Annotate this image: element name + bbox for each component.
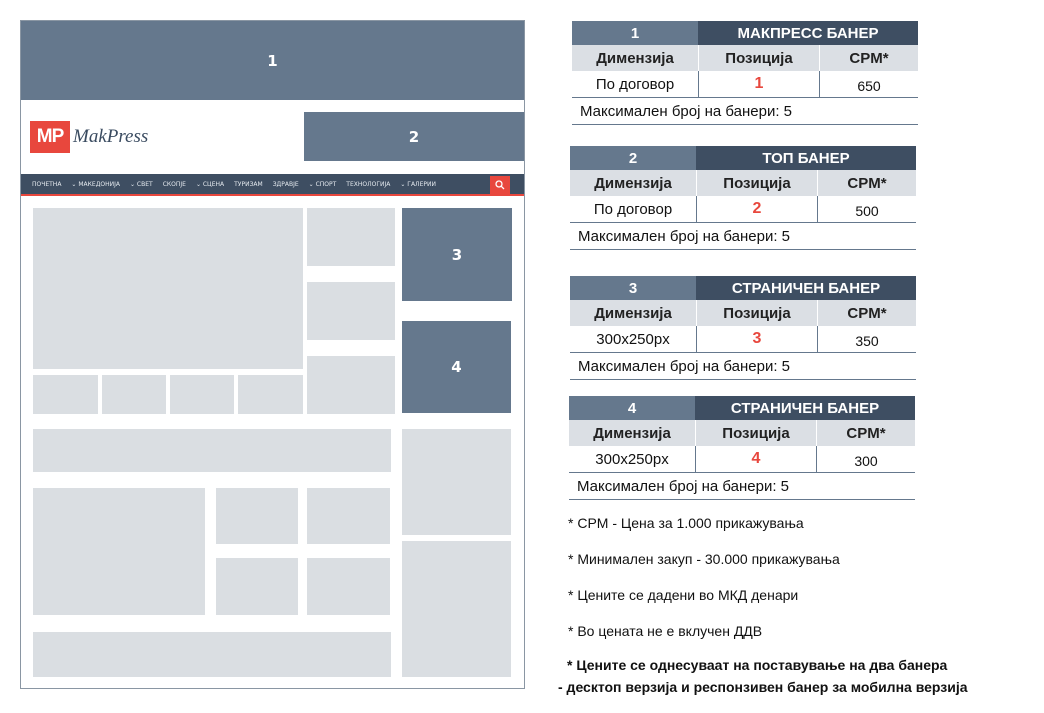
cell-dimension: 300x250px xyxy=(596,330,670,348)
content-placeholder xyxy=(402,541,511,677)
content-placeholder xyxy=(307,282,395,340)
table-number: 3 xyxy=(570,276,696,300)
note-minimum: * Минимален закуп - 30.000 прикажувања xyxy=(568,551,840,567)
col-header-cpm: CPM* xyxy=(817,170,916,196)
banner-slot-4 xyxy=(402,321,511,413)
table-title: СТРАНИЧЕН БАНЕР xyxy=(695,396,915,420)
content-placeholder xyxy=(307,488,390,544)
cell-cpm: 500 xyxy=(817,196,916,222)
col-header-cpm: CPM* xyxy=(819,45,918,71)
col-header-dimension: Димензија xyxy=(596,49,674,67)
site-nav-bar xyxy=(21,174,524,196)
banner-slot-3-label: 3 xyxy=(451,245,463,264)
content-placeholder xyxy=(102,375,166,414)
table-number: 2 xyxy=(570,146,696,170)
pricing-table-2 xyxy=(570,146,916,250)
content-placeholder xyxy=(33,429,391,472)
note-desktop-mobile: - десктоп верзија и респонзивен банер за мобилна верзија xyxy=(558,679,968,695)
max-banners: Максимален број на банери: 5 xyxy=(572,98,918,125)
cell-dimension: По договор xyxy=(593,200,673,218)
cell-dimension: 300x250px xyxy=(595,450,669,468)
nav-item: ⌄ СПОРТ xyxy=(308,180,337,188)
col-header-dimension: Димензија xyxy=(594,304,672,322)
table-title: МАКПРЕСС БАНЕР xyxy=(698,21,918,45)
nav-item: ⌄ СВЕТ xyxy=(129,180,153,188)
max-banners: Максимален број на банери: 5 xyxy=(570,353,916,380)
col-header-cpm: CPM* xyxy=(817,300,916,326)
content-placeholder xyxy=(33,375,98,414)
content-placeholder xyxy=(307,356,395,414)
col-header-position: Позиција xyxy=(696,170,817,196)
website-layout-mockup xyxy=(20,20,525,689)
content-placeholder xyxy=(33,208,303,369)
content-placeholder xyxy=(238,375,303,414)
pricing-table-3 xyxy=(570,276,916,380)
max-banners: Максимален број на банери: 5 xyxy=(569,473,915,500)
content-placeholder xyxy=(402,429,511,535)
banner-slot-2-label: 2 xyxy=(408,127,420,146)
max-banners: Максимален број на банери: 5 xyxy=(570,223,916,250)
pricing-table-4 xyxy=(569,396,915,500)
table-title: СТРАНИЧЕН БАНЕР xyxy=(696,276,916,300)
content-placeholder xyxy=(170,375,234,414)
logo-mark: MP xyxy=(30,121,70,153)
col-header-position: Позиција xyxy=(698,45,819,71)
nav-item: ⌄ СЦЕНА xyxy=(195,180,225,188)
col-header-cpm: CPM* xyxy=(816,420,915,446)
table-title: ТОП БАНЕР xyxy=(696,146,916,170)
nav-item: ⌄ ГАЛЕРИИ xyxy=(400,180,436,188)
content-placeholder xyxy=(216,488,298,544)
cell-cpm: 350 xyxy=(817,326,916,352)
content-placeholder xyxy=(307,558,390,615)
content-placeholder xyxy=(307,208,395,266)
nav-item: ТЕХНОЛОГИЈА xyxy=(346,180,391,188)
site-logo xyxy=(30,119,148,155)
cell-position: 3 xyxy=(696,326,817,352)
content-placeholder xyxy=(216,558,298,615)
nav-item: СКОПЈЕ xyxy=(162,180,186,188)
cell-position: 4 xyxy=(695,446,816,472)
note-vat: * Во цената не е вклучен ДДВ xyxy=(568,623,763,639)
cell-cpm: 300 xyxy=(816,446,915,472)
note-currency: * Цените се дадени во МКД денари xyxy=(568,587,799,603)
banner-slot-1-label: 1 xyxy=(267,51,278,70)
banner-slot-2 xyxy=(304,112,524,161)
cell-cpm: 650 xyxy=(819,71,918,97)
nav-item: ЗДРАВЈЕ xyxy=(272,180,299,188)
banner-slot-4-label: 4 xyxy=(451,358,462,376)
col-header-position: Позиција xyxy=(695,420,816,446)
cell-position: 1 xyxy=(698,71,819,97)
col-header-dimension: Димензија xyxy=(594,174,672,192)
table-number: 4 xyxy=(569,396,695,420)
nav-item: ⌄ МАКЕДОНИЈА xyxy=(71,180,120,188)
col-header-position: Позиција xyxy=(696,300,817,326)
logo-text: MakPress xyxy=(73,126,149,147)
table-number: 1 xyxy=(572,21,698,45)
content-placeholder xyxy=(33,488,205,615)
cell-position: 2 xyxy=(696,196,817,222)
pricing-table-1 xyxy=(572,21,918,125)
col-header-dimension: Димензија xyxy=(593,424,671,442)
note-cpm: * CPM - Цена за 1.000 прикажувања xyxy=(568,515,804,531)
nav-item: ТУРИЗАМ xyxy=(234,180,263,188)
search-icon xyxy=(490,176,510,194)
banner-slot-3 xyxy=(402,208,512,301)
content-placeholder xyxy=(33,632,391,677)
cell-dimension: По договор xyxy=(595,75,675,93)
note-two-banners: * Цените се однесуваат на поставување на два банера xyxy=(567,657,948,673)
banner-slot-1 xyxy=(21,21,524,100)
nav-item: ПОЧЕТНА xyxy=(32,180,62,188)
